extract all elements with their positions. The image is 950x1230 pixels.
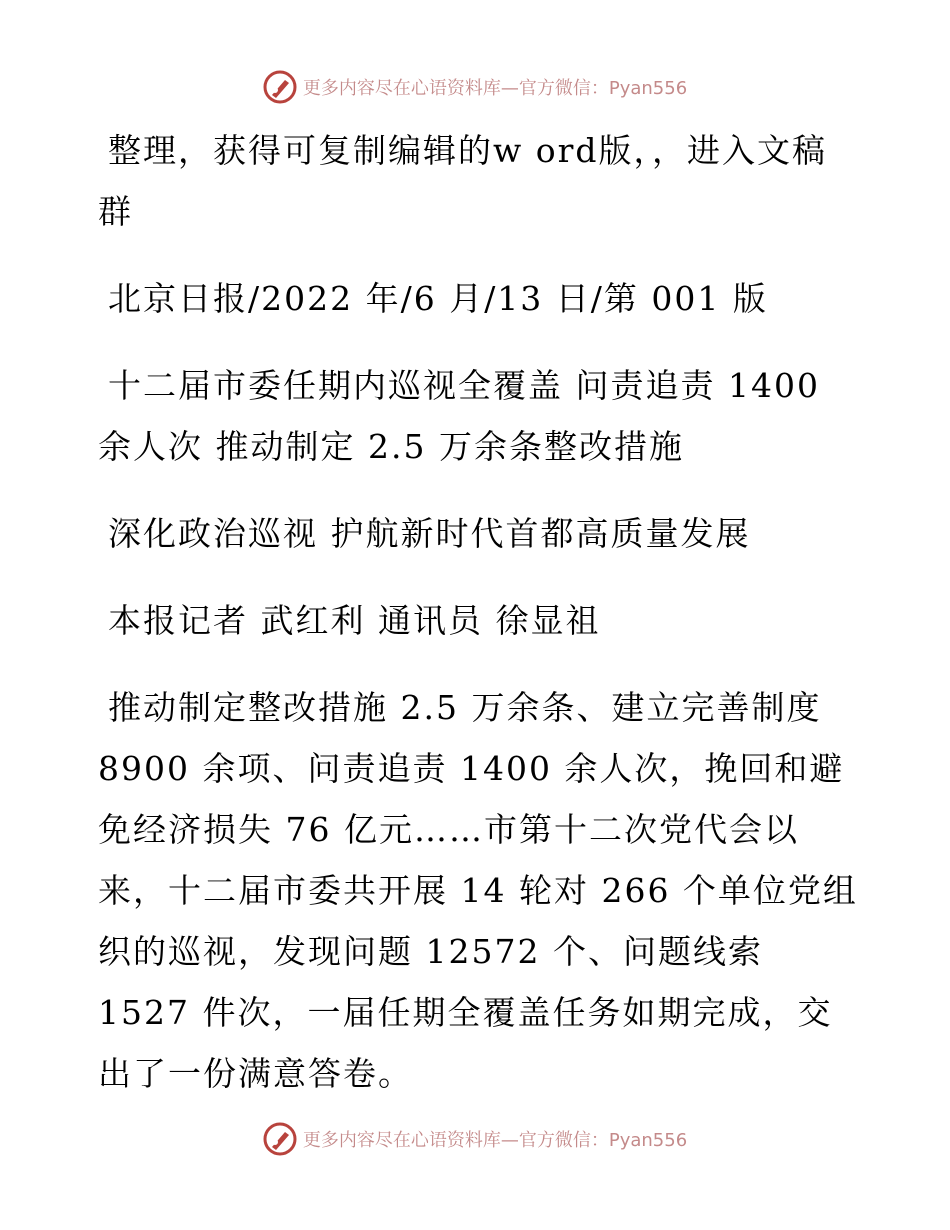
header-watermark-text: 更多内容尽在心语资料库—官方微信：Pyan556 bbox=[302, 78, 688, 99]
byline: 本报记者 武红利 通讯员 徐显祖 bbox=[108, 601, 601, 640]
intro-line: 整理，获得可复制编辑的w ord版，，进入文稿群 bbox=[98, 131, 828, 231]
body-paragraph: 推动制定整改措施 2.5 万余条、建立完善制度 8900 余项、问责追责 1400 余人次，挽回和避免经济损失 76 亿元……市第十二次党代会以来，十二届市委共开展 14 轮对 266 个单位党组织的巡视，发现问题 12572 个、问题线索 1527 件次，一届任期全覆盖任务如期完成，交出了一份满意答卷。 bbox=[98, 688, 858, 1093]
source-line: 北京日报/2022 年/6 月/13 日/第 001 版 bbox=[108, 279, 768, 318]
footer-watermark-banner bbox=[0, 1122, 950, 1156]
pen-logo-icon bbox=[263, 70, 297, 104]
header-watermark-banner bbox=[0, 70, 950, 104]
document-body bbox=[98, 120, 858, 1130]
headline: 深化政治巡视 护航新时代首都高质量发展 bbox=[108, 514, 751, 553]
pen-logo-icon bbox=[263, 1122, 297, 1156]
footer-watermark-text: 更多内容尽在心语资料库—官方微信：Pyan556 bbox=[302, 1130, 688, 1151]
subheadline: 十二届市委任期内巡视全覆盖 问责追责 1400 余人次 推动制定 2.5 万余条整改措施 bbox=[98, 366, 820, 466]
